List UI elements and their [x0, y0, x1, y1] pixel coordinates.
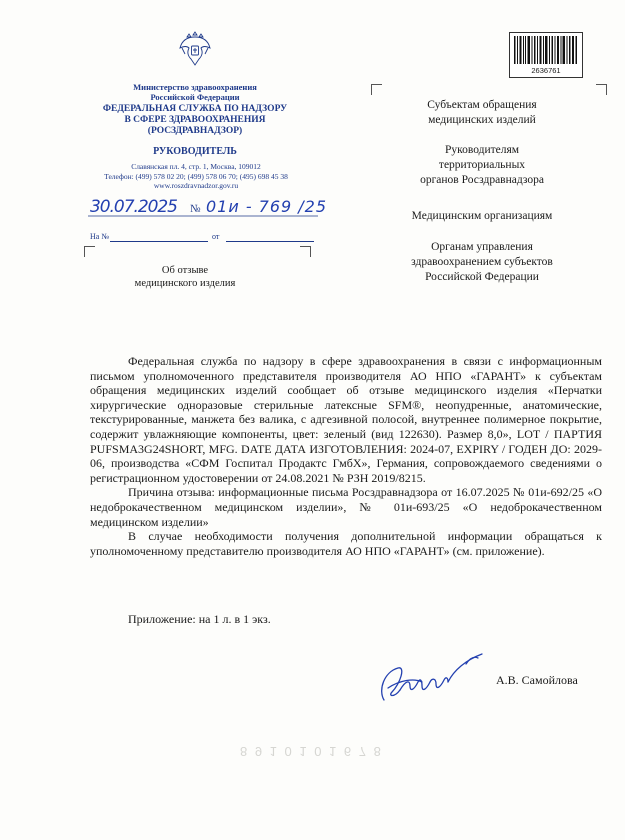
incoming-reference-line — [90, 232, 316, 244]
barcode — [509, 32, 583, 78]
barcode-number: 2636761 — [531, 66, 561, 75]
handwritten-date: 30.07.2025 — [90, 197, 178, 217]
corner-bracket — [84, 246, 95, 257]
body-paragraph: Причина отзыва: информационные письма Росздравнадзора от 16.07.2025 № 01и-692/25 «О недоброкачественном медицинском изделии», № 01и-693/25 «О недоброкачественном медицинском изделии» — [90, 485, 602, 529]
handwritten-signature — [370, 650, 490, 710]
attachment-note: Приложение: на 1 л. в 1 экз. — [128, 612, 271, 626]
corner-bracket — [371, 84, 382, 95]
subject-line: Об отзыве медицинского изделия — [134, 265, 236, 289]
head-title: РУКОВОДИТЕЛЬ — [153, 146, 237, 157]
na-blank — [110, 241, 208, 242]
barcode-bars-icon — [514, 36, 578, 64]
addressee-item: Медицинским организациям — [411, 210, 553, 222]
addressee-item: Субъектам обращения медицинских изделий — [427, 99, 537, 126]
corner-bracket — [300, 246, 311, 257]
handwritten-reference — [86, 194, 346, 224]
ministry-name: Министерство здравоохранения Российской Федерации — [133, 82, 257, 102]
body-paragraph: В случае необходимости получения дополнительной информации обращаться к уполномоченному представителю производителя АО НПО «ГАРАНТ» (см. приложение). — [90, 529, 602, 558]
address-block — [85, 162, 307, 191]
handwritten-number: 01и - 769 /25 — [206, 197, 326, 216]
website: www.roszdravnadzor.gov.ru — [153, 181, 239, 190]
na-label: На № — [90, 232, 109, 241]
handwritten-no: № — [190, 203, 201, 215]
address-line-1: Славянская пл. 4, стр. 1, Москва, 109012 — [131, 162, 261, 171]
body-paragraph: Федеральная служба по надзору в сфере здравоохранения в связи с информационным письмом уполномоченного представителя производителя АО НПО «ГАРАНТ» к субъектам обращения медицинских изделий сообщает об отзыве медицинского изделия «Перчатки хирургические одноразовые стерильные латексные SFM®, неопудренные, анатомические, текстурированные, манжета без валика, с адгезивной полосой, внутреннее полимерное покрытие, содержит увлажняющие компоненты, цвет: зеленый (вид 122630). Размер 8,0», LOT / ПАРТИЯ PUFSMA3G24SHORT, MFG. DATE ДАТА ИЗГОТОВЛЕНИЯ: 2024-07, EXPIRY / ГОДЕН ДО: 2029-06, производства «СФМ Госпитал Продактс ГмбХ», Германия, сопровождаемого сведениями о регистрационном удостоверении от 24.08.2021 № РЗН 2019/8215. — [90, 354, 602, 485]
address-line-2: Телефон: (499) 578 02 20; (499) 578 06 70; (495) 698 45 38 — [104, 171, 288, 181]
ot-blank — [226, 241, 314, 242]
bleed-through-mark: 8 9 1 0 1 0 1 6 7 8 — [240, 744, 383, 759]
agency-name: ФЕДЕРАЛЬНАЯ СЛУЖБА ПО НАДЗОРУ В СФЕРЕ ЗДРАВООХРАНЕНИЯ (РОСЗДРАВНАДЗОР) — [102, 104, 288, 136]
russian-coat-of-arms-icon — [178, 28, 212, 68]
corner-bracket — [596, 84, 607, 95]
ot-label: от — [212, 232, 220, 241]
addressee-item: Органам управления здравоохранением субъектов Российской Федерации — [411, 241, 553, 283]
addressee-item: Руководителям территориальных органов Росздравнадзора — [420, 144, 544, 186]
letter-body — [90, 354, 602, 558]
signer-name: А.В. Самойлова — [496, 673, 578, 687]
